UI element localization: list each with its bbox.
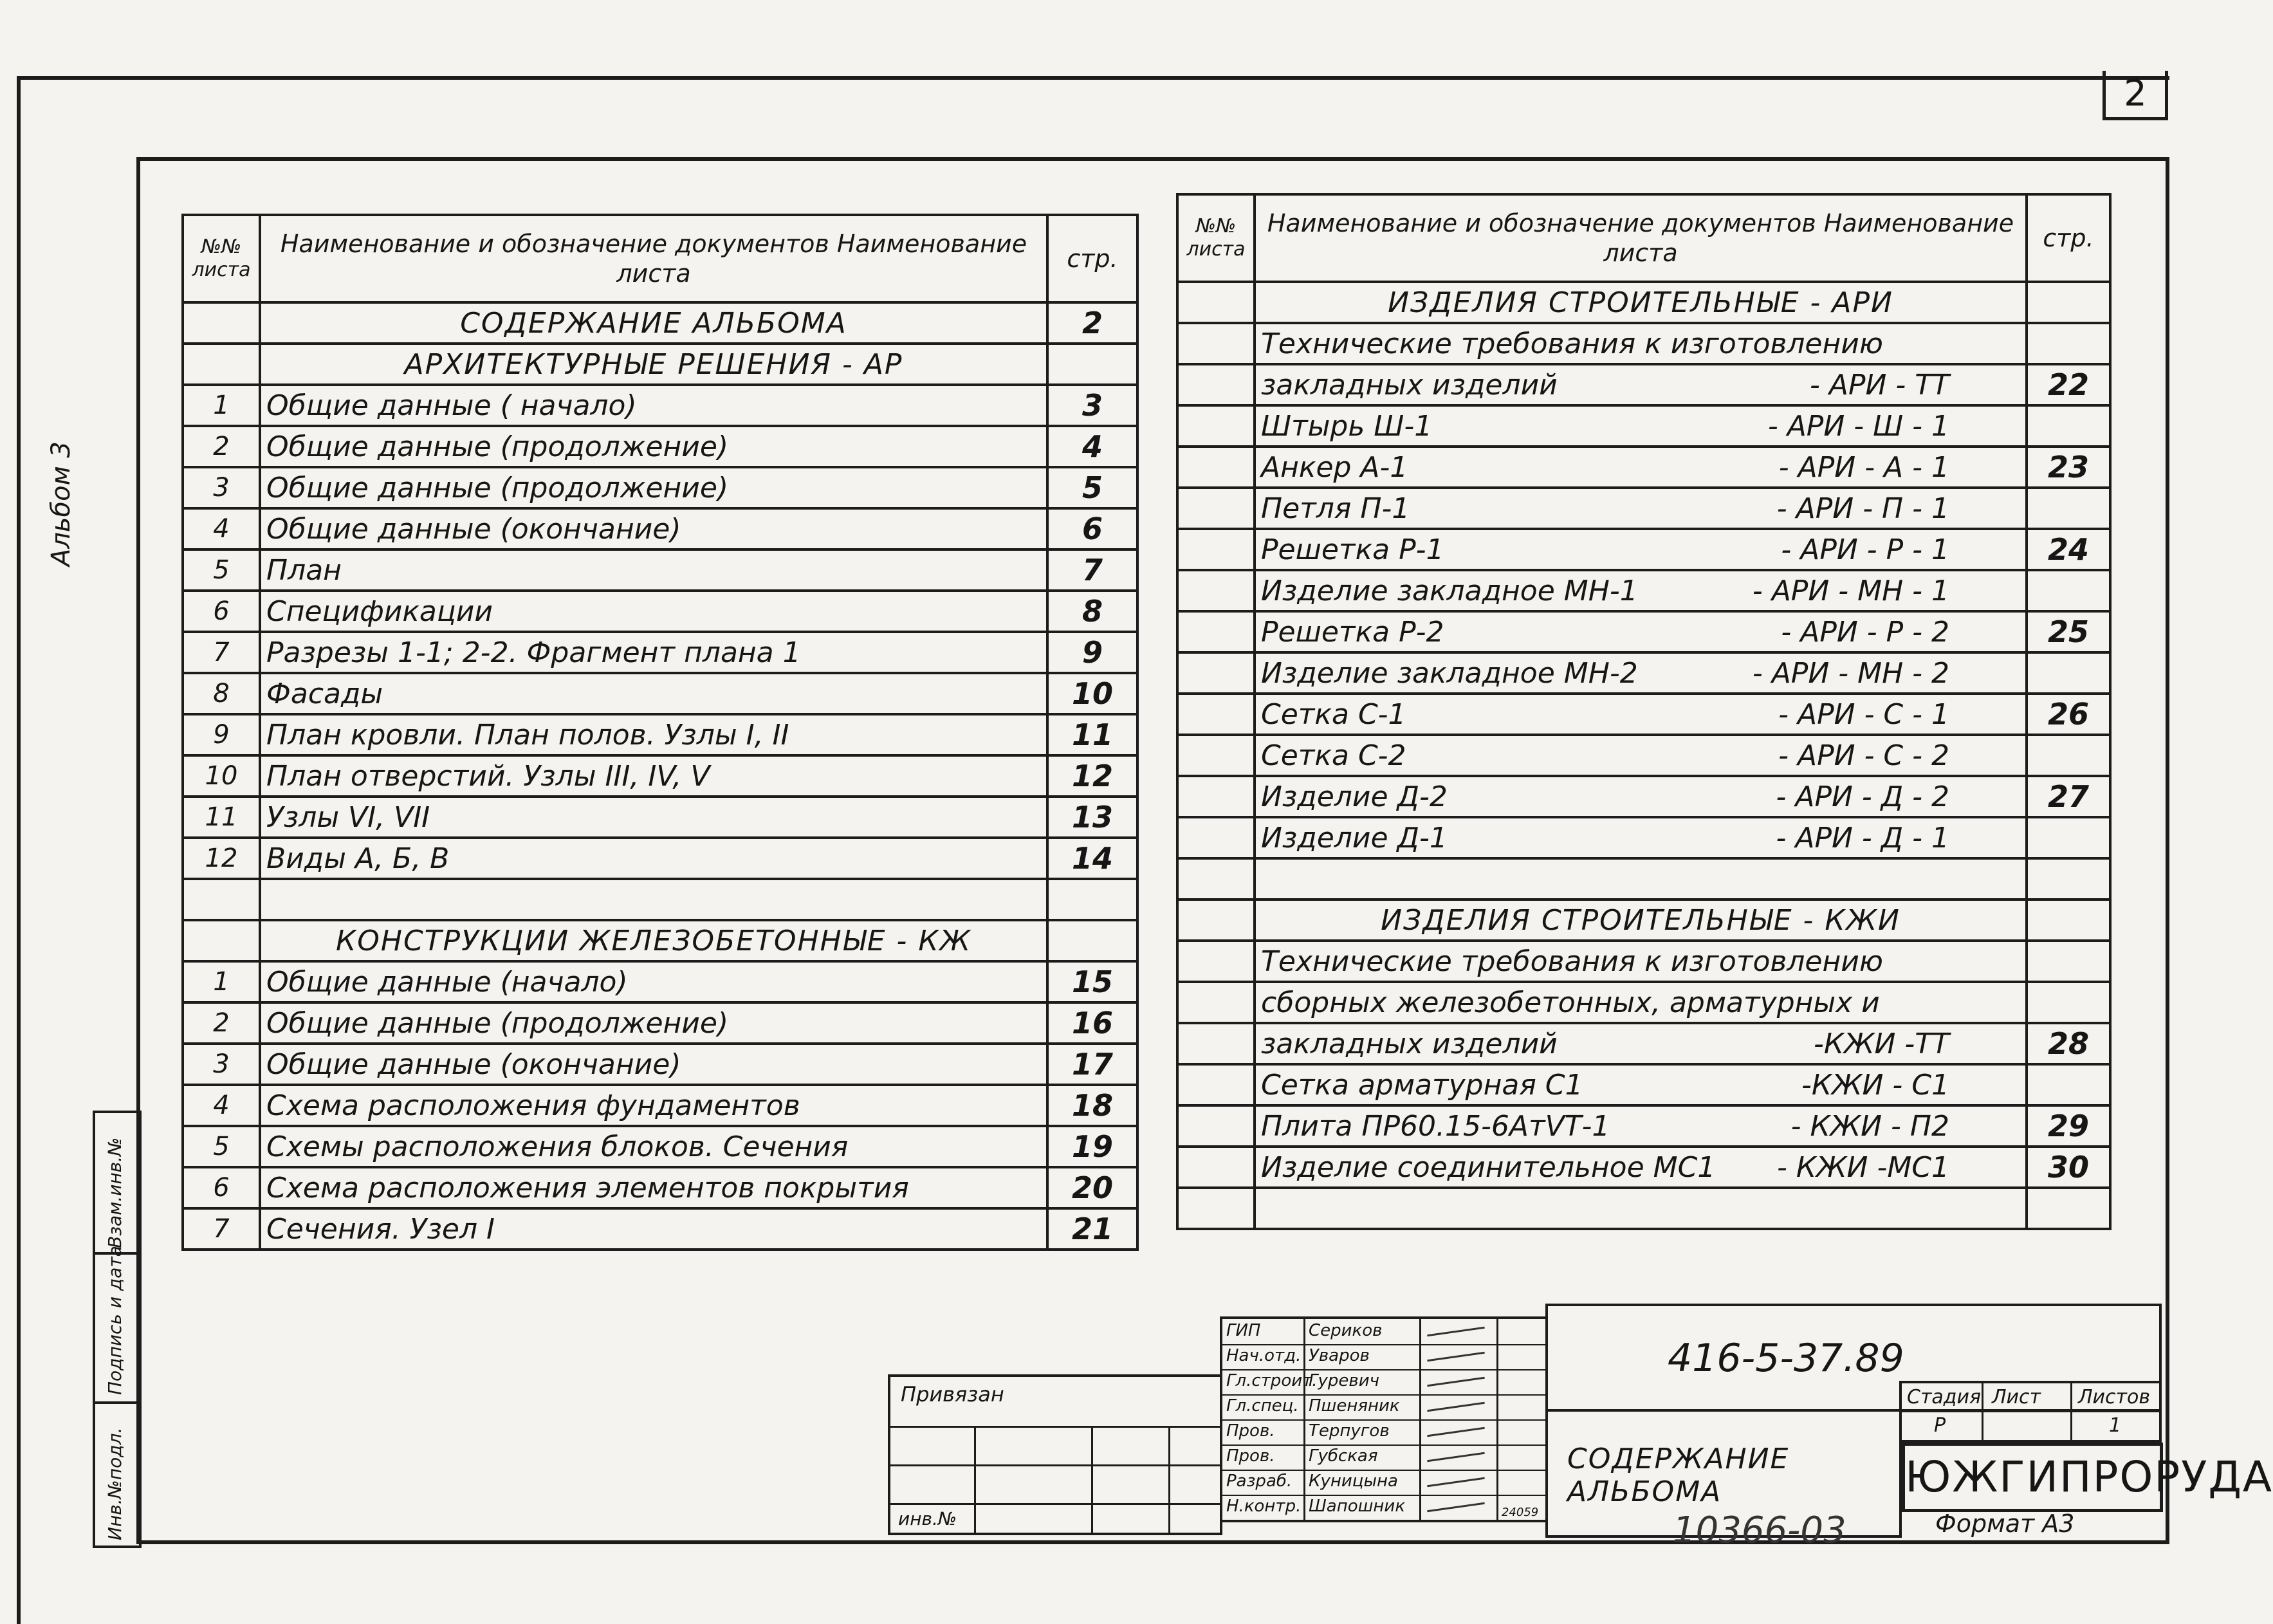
- role-label: Гл.строит.: [1226, 1371, 1318, 1390]
- item-name: Изделие закладное МН-1: [1261, 574, 1638, 607]
- table-row: [183, 426, 1137, 467]
- sheet-no: [183, 302, 260, 344]
- sheet-header: Лист: [1992, 1386, 2041, 1408]
- binding-box: [888, 1374, 1222, 1535]
- album-label: Альбом 3: [46, 441, 76, 566]
- item-code: - АРИ - Д - 2: [1776, 780, 1949, 813]
- item-code: -КЖИ -ТТ: [1813, 1027, 1949, 1060]
- table-row: [183, 797, 1137, 838]
- item-name: Изделие соединительное МС1: [1261, 1150, 1716, 1184]
- sheet-name: Общие данные (окончание): [260, 1044, 1047, 1085]
- page-number: [2027, 817, 2110, 858]
- item-code: - АРИ - Ш - 1: [1767, 409, 1949, 443]
- item-name: Технические требования к изготовлению: [1261, 327, 1883, 360]
- table-row: [1177, 488, 2110, 529]
- sheet-no: 7: [183, 1208, 260, 1250]
- table-header: [1177, 194, 2110, 282]
- sheet-no: 1: [183, 385, 260, 426]
- archive-number: 10366-03: [1673, 1509, 1846, 1551]
- person-name: Куницына: [1309, 1472, 1398, 1491]
- page-number: [2027, 1188, 2110, 1229]
- sheet-name: Общие данные (продолжение): [260, 467, 1047, 508]
- item-code: - АРИ - С - 2: [1778, 739, 1949, 772]
- sheet-no: [183, 344, 260, 385]
- item-name: Решетка Р-1: [1261, 533, 1444, 566]
- page-number: 4: [1047, 426, 1137, 467]
- sheet-no: [1177, 570, 1255, 611]
- sheet-no: [1177, 1023, 1255, 1064]
- sheet-name: Общие данные ( начало): [260, 385, 1047, 426]
- item-code: - АРИ - Д - 1: [1776, 821, 1949, 854]
- sheet-no: [1177, 900, 1255, 941]
- sheet-name: Узлы VI, VII: [260, 797, 1047, 838]
- item-code: - АРИ - МН - 1: [1752, 574, 1949, 607]
- sheet-name: Общие данные (начало): [260, 961, 1047, 1002]
- page-number: [2027, 1064, 2110, 1105]
- role-label: Гл.спец.: [1226, 1396, 1299, 1416]
- sheet-no: 1: [183, 961, 260, 1002]
- item-name: Штырь Ш-1: [1261, 409, 1433, 443]
- sheet-name: Схема расположения элементов покрытия: [260, 1167, 1047, 1208]
- page-number: [2027, 282, 2110, 323]
- sheet-no: [1177, 1105, 1255, 1147]
- page-number: 21: [1047, 1208, 1137, 1250]
- signature-mark: [1427, 1327, 1485, 1336]
- item-code: - АРИ - П - 1: [1776, 492, 1949, 525]
- sheet-name: [1255, 694, 2027, 735]
- sheet-name: [1255, 735, 2027, 776]
- table-row: [1177, 570, 2110, 611]
- sheet-name: [1255, 405, 2027, 447]
- sheet-name: [1255, 447, 2027, 488]
- table-row: [183, 632, 1137, 673]
- person-name: Шапошник: [1309, 1497, 1406, 1516]
- table-row: [1177, 817, 2110, 858]
- sheet-name: [1255, 488, 2027, 529]
- page-number: 15: [1047, 961, 1137, 1002]
- item-name: Петля П-1: [1261, 492, 1410, 525]
- section-title: КОНСТРУКЦИИ ЖЕЛЕЗОБЕТОННЫЕ - КЖ: [260, 920, 1047, 961]
- section-title: АРХИТЕКТУРНЫЕ РЕШЕНИЯ - АР: [260, 344, 1047, 385]
- item-code: - КЖИ -МС1: [1777, 1150, 1949, 1184]
- table-row: [1177, 735, 2110, 776]
- sheet-name: [1255, 652, 2027, 694]
- section-title: [1255, 282, 2027, 323]
- page-number: 9: [1047, 632, 1137, 673]
- item-name: Сетка С-1: [1261, 697, 1406, 731]
- table-row: [183, 1208, 1137, 1250]
- item-name: ИЗДЕЛИЯ СТРОИТЕЛЬНЫЕ - АРИ: [1388, 286, 1893, 319]
- sheet-no: [1177, 858, 1255, 900]
- page-number: 14: [1047, 838, 1137, 879]
- page-number: [2027, 982, 2110, 1023]
- page-number: 2: [1047, 302, 1137, 344]
- table-row: [1177, 282, 2110, 323]
- sheet-name: [1255, 570, 2027, 611]
- sheet-title: СОДЕРЖАНИЕ АЛЬБОМА: [1567, 1443, 1790, 1508]
- page-number: [2027, 858, 2110, 900]
- table-row: [183, 879, 1137, 920]
- sheet-no: [1177, 941, 1255, 982]
- item-name: Плита ПР60.15-6АтVТ-1: [1261, 1109, 1610, 1143]
- item-code: - АРИ - МН - 2: [1752, 656, 1949, 690]
- table-row: [183, 591, 1137, 632]
- contents-table-right: [1176, 193, 2112, 1230]
- table-row: [1177, 694, 2110, 735]
- table-header: [183, 215, 1137, 302]
- sheet-no: 11: [183, 797, 260, 838]
- sheet-no: [1177, 735, 1255, 776]
- page-number: [1047, 344, 1137, 385]
- role-label: ГИП: [1226, 1321, 1261, 1340]
- table-row: [183, 344, 1137, 385]
- page-number: [2027, 405, 2110, 447]
- item-name: Изделие Д-1: [1261, 821, 1448, 854]
- sheet-name: [1255, 1064, 2027, 1105]
- sheet-no: [1177, 488, 1255, 529]
- item-code: - АРИ - Р - 1: [1781, 533, 1949, 566]
- sheet-number: 2: [2103, 71, 2168, 120]
- table-row: [183, 920, 1137, 961]
- table-row: [1177, 1064, 2110, 1105]
- sheet-no-header: №№ листа: [1177, 194, 1255, 282]
- sheet-no: 8: [183, 673, 260, 714]
- sheet-name: [260, 879, 1047, 920]
- table-row: [183, 1085, 1137, 1126]
- page-number: 29: [2027, 1105, 2110, 1147]
- person-name: Пшеняник: [1309, 1396, 1400, 1416]
- sheet-name: Общие данные (окончание): [260, 508, 1047, 549]
- page-number: 7: [1047, 549, 1137, 591]
- sheet-no: 3: [183, 1044, 260, 1085]
- signature-mark: [1427, 1452, 1485, 1462]
- sheet-no: [1177, 817, 1255, 858]
- sheet-no: [1177, 323, 1255, 364]
- signature-mark: [1427, 1377, 1485, 1387]
- table-row: [183, 1044, 1137, 1085]
- table-row: [183, 1126, 1137, 1167]
- sheet-name: [1255, 817, 2027, 858]
- page-number: [2027, 735, 2110, 776]
- stage-value: Р: [1934, 1414, 1946, 1437]
- page-number: 19: [1047, 1126, 1137, 1167]
- item-name: Изделие Д-2: [1261, 780, 1448, 813]
- sheet-no: [1177, 611, 1255, 652]
- page-number: 24: [2027, 529, 2110, 570]
- sheet-no: [1177, 1147, 1255, 1188]
- role-label: Разраб.: [1226, 1472, 1293, 1491]
- signature-mark: [1427, 1427, 1485, 1437]
- sheet-no: [1177, 776, 1255, 817]
- item-code: - АРИ - А - 1: [1778, 450, 1949, 484]
- table-row: [183, 549, 1137, 591]
- table-row: [1177, 611, 2110, 652]
- table-row: [1177, 1023, 2110, 1064]
- item-name: закладных изделий: [1261, 1027, 1558, 1060]
- sheet-no: [1177, 447, 1255, 488]
- section-title: СОДЕРЖАНИЕ АЛЬБОМА: [260, 302, 1047, 344]
- sheet-name: Схемы расположения блоков. Сечения: [260, 1126, 1047, 1167]
- item-code: - АРИ - С - 1: [1778, 697, 1949, 731]
- page-number: 17: [1047, 1044, 1137, 1085]
- sheet-name: [1255, 611, 2027, 652]
- table-row: [1177, 1147, 2110, 1188]
- table-row: [183, 755, 1137, 797]
- page-header: стр.: [1047, 215, 1137, 302]
- sheet-no: 4: [183, 1085, 260, 1126]
- item-name: Решетка Р-2: [1261, 615, 1444, 649]
- page-number: [2027, 900, 2110, 941]
- sheet-no: [1177, 652, 1255, 694]
- sheet-name: [1255, 529, 2027, 570]
- signature-mark: [1427, 1477, 1485, 1487]
- paper-format: Формат А3: [1935, 1509, 2075, 1538]
- role-label: Пров.: [1226, 1446, 1275, 1466]
- page-number: [2027, 488, 2110, 529]
- item-name: Сетка С-2: [1261, 739, 1406, 772]
- sheet-no: [1177, 982, 1255, 1023]
- table-row: [1177, 529, 2110, 570]
- sheet-name: [1255, 364, 2027, 405]
- table-row: [183, 838, 1137, 879]
- sheet-name: [1255, 1147, 2027, 1188]
- table-row: [1177, 900, 2110, 941]
- sheet-no: [183, 879, 260, 920]
- page-number: 13: [1047, 797, 1137, 838]
- sheet-no: 5: [183, 1126, 260, 1167]
- signature-mark: [1427, 1502, 1485, 1512]
- item-name: ИЗДЕЛИЯ СТРОИТЕЛЬНЫЕ - КЖИ: [1381, 903, 1900, 937]
- page-number: 5: [1047, 467, 1137, 508]
- sheets-header: Листов: [2078, 1386, 2151, 1408]
- doc-code: 416-5-37.89: [1668, 1336, 1904, 1381]
- sheet-name: Сечения. Узел I: [260, 1208, 1047, 1250]
- signature-mark: [1427, 1402, 1485, 1412]
- page-number: 28: [2027, 1023, 2110, 1064]
- item-name: закладных изделий: [1261, 368, 1558, 401]
- sheet-no: 3: [183, 467, 260, 508]
- sheet-name: [1255, 941, 2027, 982]
- sheet-no: [1177, 364, 1255, 405]
- person-name: Губская: [1309, 1446, 1378, 1466]
- person-name: Сериков: [1309, 1321, 1383, 1340]
- page-header: стр.: [2027, 194, 2110, 282]
- sheet-no: 12: [183, 838, 260, 879]
- role-label: Н.контр.: [1226, 1497, 1302, 1516]
- page-number: 10: [1047, 673, 1137, 714]
- table-row: [1177, 652, 2110, 694]
- sheet-name: Общие данные (продолжение): [260, 1002, 1047, 1044]
- sheet-no: 10: [183, 755, 260, 797]
- table-row: [1177, 858, 2110, 900]
- sheet-no: 7: [183, 632, 260, 673]
- binding-label: Привязан: [901, 1382, 1004, 1407]
- item-name: Анкер А-1: [1261, 450, 1408, 484]
- item-code: - АРИ - ТТ: [1809, 368, 1949, 401]
- table-row: [1177, 364, 2110, 405]
- table-row: [183, 673, 1137, 714]
- sheet-name: [1255, 1188, 2027, 1229]
- section-title: [1255, 900, 2027, 941]
- sheet-no: [1177, 1064, 1255, 1105]
- item-code: - АРИ - Р - 2: [1781, 615, 1949, 649]
- person-name: Гуревич: [1309, 1371, 1379, 1390]
- sheet-name: [1255, 776, 2027, 817]
- table-row: [1177, 323, 2110, 364]
- sheet-no: 2: [183, 426, 260, 467]
- sheet-name: Фасады: [260, 673, 1047, 714]
- page-number: 25: [2027, 611, 2110, 652]
- table-row: [1177, 447, 2110, 488]
- page-number: 30: [2027, 1147, 2110, 1188]
- sheet-no: 4: [183, 508, 260, 549]
- signature-date-label: Подпись и дата: [104, 1246, 125, 1395]
- item-name: Сетка арматурная С1: [1261, 1068, 1583, 1102]
- sheets-value: 1: [2109, 1414, 2122, 1437]
- table-row: [1177, 941, 2110, 982]
- person-name: Уваров: [1309, 1346, 1370, 1365]
- table-row: [1177, 776, 2110, 817]
- sheet-name: [1255, 858, 2027, 900]
- table-row: [1177, 1188, 2110, 1229]
- sheet-name: [1255, 1105, 2027, 1147]
- page-number: 16: [1047, 1002, 1137, 1044]
- page-number: [2027, 570, 2110, 611]
- table-row: [183, 1002, 1137, 1044]
- page-number: [1047, 920, 1137, 961]
- sheet-no: 6: [183, 591, 260, 632]
- page-number: 18: [1047, 1085, 1137, 1126]
- page-number: 20: [1047, 1167, 1137, 1208]
- table-row: [183, 508, 1137, 549]
- sheet-no: 9: [183, 714, 260, 755]
- item-name: Изделие закладное МН-2: [1261, 656, 1638, 690]
- page-number: 3: [1047, 385, 1137, 426]
- page-number: 6: [1047, 508, 1137, 549]
- item-name: Технические требования к изготовлению: [1261, 945, 1883, 978]
- sheet-name: [1255, 1023, 2027, 1064]
- approval-stamp: [93, 1111, 142, 1548]
- organization-logo: ЮЖГИПРОРУДА: [1902, 1443, 2163, 1512]
- table-row: [183, 1167, 1137, 1208]
- stage-box: [1899, 1381, 2162, 1443]
- page-number: 26: [2027, 694, 2110, 735]
- sheet-name: Разрезы 1-1; 2-2. Фрагмент плана 1: [260, 632, 1047, 673]
- sheet-name: Общие данные (продолжение): [260, 426, 1047, 467]
- page-number: 27: [2027, 776, 2110, 817]
- sheet-name: [1255, 982, 2027, 1023]
- page-number: 23: [2027, 447, 2110, 488]
- page-number: 11: [1047, 714, 1137, 755]
- sheet-name: План кровли. План полов. Узлы I, II: [260, 714, 1047, 755]
- sheet-name: Спецификации: [260, 591, 1047, 632]
- sheet-name: Виды А, Б, В: [260, 838, 1047, 879]
- signature-mark: [1427, 1352, 1485, 1361]
- sheet-name: План отверстий. Узлы III, IV, V: [260, 755, 1047, 797]
- role-label: Нач.отд.: [1226, 1346, 1302, 1365]
- sheet-no: 2: [183, 1002, 260, 1044]
- table-row: [183, 714, 1137, 755]
- inventory-no-label: Инв.№подл.: [104, 1427, 125, 1540]
- table-row: [1177, 1105, 2110, 1147]
- sheet-no: [1177, 529, 1255, 570]
- page-number: [2027, 941, 2110, 982]
- person-name: Терпугов: [1309, 1421, 1390, 1441]
- table-row: [1177, 405, 2110, 447]
- table-row: [183, 302, 1137, 344]
- sheet-no: [183, 920, 260, 961]
- item-name: сборных железобетонных, арматурных и: [1261, 986, 1880, 1019]
- table-row: [183, 385, 1137, 426]
- sheet-no: 6: [183, 1167, 260, 1208]
- role-label: Пров.: [1226, 1421, 1275, 1441]
- date-mark: 24059: [1502, 1506, 1539, 1519]
- page-number: [1047, 879, 1137, 920]
- page-number: 22: [2027, 364, 2110, 405]
- stage-header: Стадия: [1907, 1386, 1982, 1408]
- page-number: [2027, 652, 2110, 694]
- name-header: Наименование и обозначение документов Наименование листа: [260, 215, 1047, 302]
- sheet-no-header: №№ листа: [183, 215, 260, 302]
- item-code: -КЖИ - С1: [1801, 1068, 1949, 1102]
- table-row: [183, 961, 1137, 1002]
- page-number: 8: [1047, 591, 1137, 632]
- sheet-no: [1177, 1188, 1255, 1229]
- sheet-no: [1177, 282, 1255, 323]
- sheet-no: [1177, 694, 1255, 735]
- item-code: - КЖИ - П2: [1790, 1109, 1949, 1143]
- contents-table-left: [181, 214, 1139, 1251]
- table-row: [183, 467, 1137, 508]
- inv-no-label: инв.№: [898, 1508, 957, 1529]
- page-number: 12: [1047, 755, 1137, 797]
- sheet-name: [1255, 323, 2027, 364]
- replace-inv-label: Взам.инв.№: [104, 1137, 125, 1248]
- page-number: [2027, 323, 2110, 364]
- name-header: Наименование и обозначение документов Наименование листа: [1255, 194, 2027, 282]
- sheet-name: План: [260, 549, 1047, 591]
- table-row: [1177, 982, 2110, 1023]
- sheet-name: Схема расположения фундаментов: [260, 1085, 1047, 1126]
- signature-roles: [1220, 1316, 1548, 1522]
- sheet-no: 5: [183, 549, 260, 591]
- sheet-no: [1177, 405, 1255, 447]
